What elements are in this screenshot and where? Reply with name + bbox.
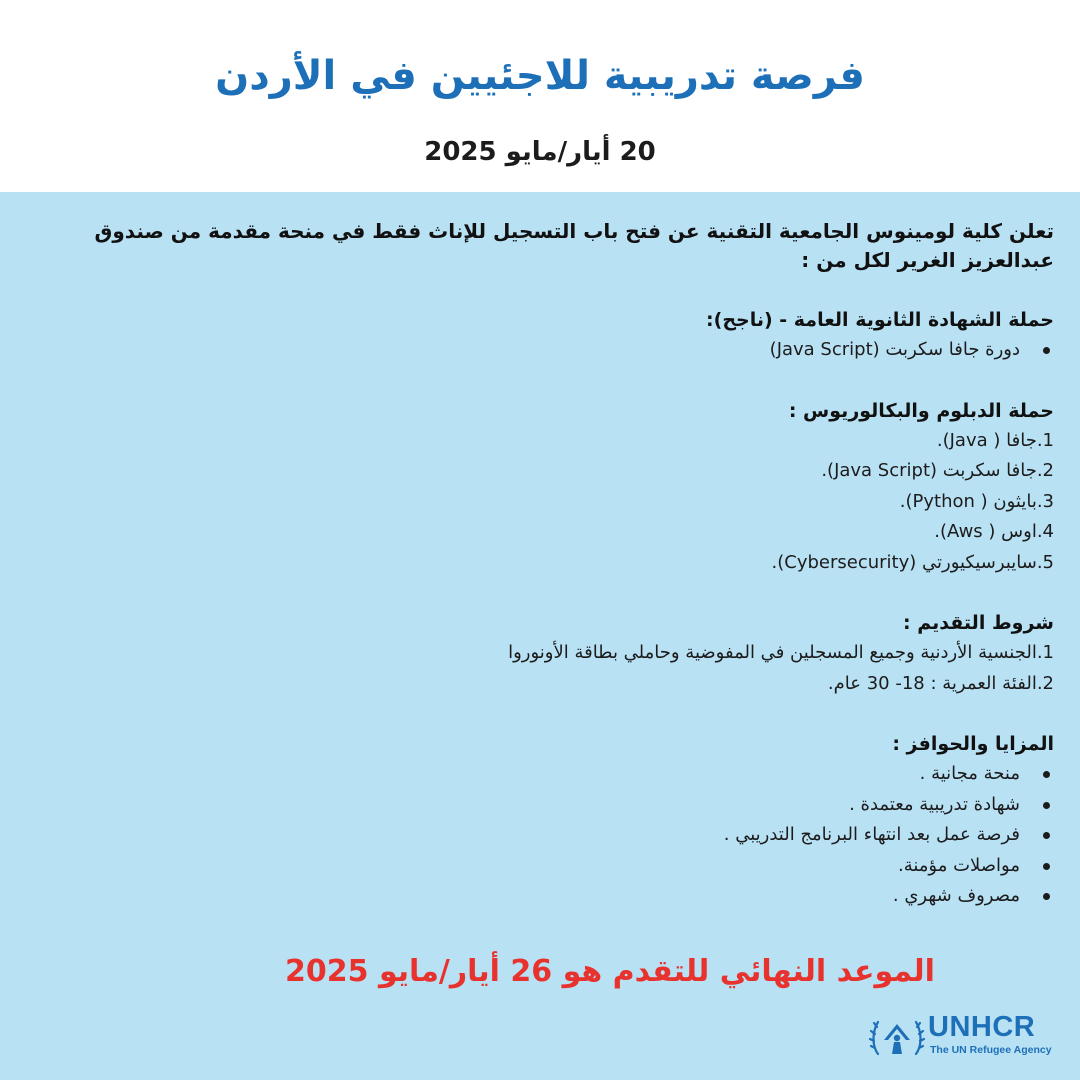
page-title: فرصة تدريبية للاجئيين في الأردن (215, 53, 865, 99)
secondary-section (36, 305, 1054, 366)
list-item: 4.اوس ( Aws). (934, 521, 1054, 542)
logo-wordmark: UNHCR (928, 1011, 1036, 1043)
benefits-heading: المزايا والحوافز : (892, 733, 1054, 755)
secondary-heading: حملة الشهادة الثانوية العامة - (ناجح): (706, 309, 1054, 331)
diploma-heading: حملة الدبلوم والبكالوريوس : (788, 399, 1054, 422)
unhcr-logo (868, 1010, 1058, 1060)
announcement-date: 20 أيار/مايو 2025 (424, 137, 656, 167)
intro-paragraph: تعلن كلية لومينوس الجامعية التقنية عن فتح باب التسجيل للإناث فقط في منحة مقدمة من صندوق عبدالعزيز الغرير لكل من : (94, 219, 1054, 272)
benefits-section (36, 729, 1054, 912)
diploma-section (36, 396, 1054, 579)
deadline-notice: الموعد النهائي للتقدم هو 26 أيار/مايو 2025 (285, 954, 935, 989)
conditions-list (36, 638, 1054, 699)
list-item: منحة مجانية . (36, 759, 1054, 790)
list-item: فرصة عمل بعد انتهاء البرنامج التدريبي . (36, 820, 1054, 851)
list-item: 1.الجنسية الأردنية وجميع المسجلين في المفوضية وحاملي بطاقة الأونوروا (508, 642, 1054, 663)
list-item: 3.بايثون ( Python). (899, 490, 1054, 512)
list-item: مواصلات مؤمنة. (36, 851, 1054, 882)
list-item: 1.جافا ( Java). (936, 429, 1054, 451)
announcement-body (36, 217, 1054, 912)
list-item: شهادة تدريبية معتمدة . (36, 790, 1054, 821)
list-item: 2.الفئة العمرية : 18- 30 عام. (827, 672, 1054, 694)
benefits-list (36, 759, 1054, 912)
diploma-list (36, 426, 1054, 579)
logo-tagline: The UN Refugee Agency (930, 1044, 1052, 1056)
list-item: 2.جافا سكربت (Java Script). (821, 460, 1054, 481)
list-item: مصروف شهري . (36, 881, 1054, 912)
header (0, 0, 1080, 192)
list-item: دورة جافا سكربت (Java Script) (36, 335, 1054, 366)
conditions-heading: شروط التقديم : (903, 612, 1054, 634)
secondary-list (36, 335, 1054, 366)
unhcr-emblem-icon (868, 1010, 926, 1060)
list-item: 5.سايبرسيكيورتي (Cybersecurity). (771, 551, 1054, 573)
conditions-section (36, 608, 1054, 699)
